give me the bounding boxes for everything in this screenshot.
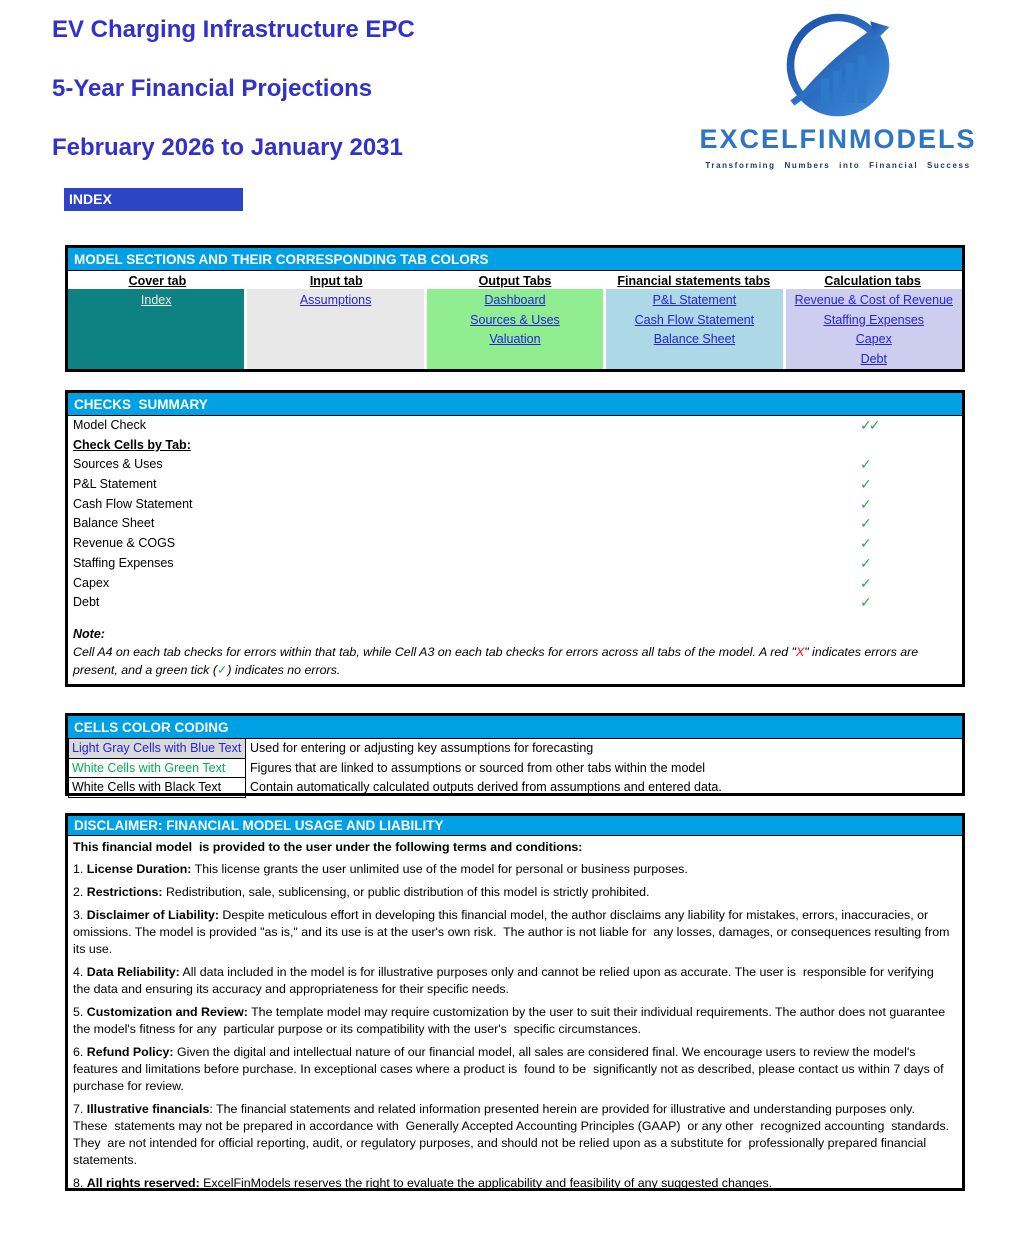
tab-link-dashboard[interactable]: Dashboard [484, 293, 546, 307]
cover-tab-cell [68, 289, 244, 369]
item-text: ExcelFinModels reserves the right to evaluate the applicability and feasibility of any suggested changes. [199, 1176, 773, 1190]
disclaimer-item-3 [73, 907, 954, 958]
cells-color-coding [65, 713, 965, 796]
check-label: Cash Flow Statement [73, 496, 193, 511]
note-part: ) indicates no errors. [227, 662, 341, 677]
chart-circle-arrow-logo-icon [743, 8, 933, 122]
tab-link-cash-flow-statement[interactable]: Cash Flow Statement [634, 312, 755, 327]
tab-link-balance-sheet[interactable]: Balance Sheet [653, 332, 736, 346]
check-row-pl-statement [68, 475, 962, 495]
index-header: INDEX [64, 188, 243, 211]
check-label: Sources & Uses [73, 457, 163, 472]
item-lead: Data Reliability: [86, 965, 180, 979]
column-header-cover-tab: Cover tab [128, 274, 187, 288]
item-lead: License Duration: [86, 862, 192, 876]
item-text: : The financial statements and related information presented herein are provided for illustrative and understanding purposes only. These statements may not be prepared in accordance with Generally Accepted Accounting Principles (GAAP) or any other recognized accounting standards. They are not intended for official reporting, audit, or regulatory purposes, and should not be relied upon as a substitute for professionally prepared financial statements. [73, 1102, 953, 1167]
item-number: 3. [73, 908, 87, 922]
brand-name: EXCELFINMODELS [699, 124, 977, 154]
color-coding-row [68, 739, 962, 759]
model-title: EV Charging Infrastructure EPC [52, 16, 415, 43]
tab-link-revenue-cost-of-revenue[interactable]: Revenue & Cost of Revenue [794, 293, 953, 307]
disclaimer-item-8 [73, 1175, 954, 1192]
check-row-staffing-expenses [68, 554, 962, 574]
item-text: Redistribution, sale, sublicensing, or public distribution of this model is strictly prohibited. [162, 885, 650, 899]
tab-link-index[interactable]: Index [140, 293, 172, 307]
check-label: Staffing Expenses [73, 555, 174, 570]
item-number: 4. [73, 965, 87, 979]
coding-label-gray-blue: Light Gray Cells with Blue Text [68, 738, 246, 759]
tab-link-assumptions[interactable]: Assumptions [299, 293, 372, 307]
tab-link-staffing-expenses[interactable]: Staffing Expenses [823, 312, 925, 327]
model-sections-column-headers [68, 271, 962, 289]
checks-summary [65, 390, 965, 687]
checks-summary-title: CHECKS SUMMARY [68, 393, 962, 416]
coding-desc: Used for entering or adjusting key assumptions for forecasting [250, 741, 594, 755]
item-number: 1. [73, 862, 87, 876]
column-header-financial-tabs: Financial statements tabs [617, 274, 771, 288]
model-sections-table [65, 245, 965, 372]
note-label: Note: [73, 626, 105, 641]
check-label: P&L Statement [73, 477, 157, 492]
check-label: Debt [73, 595, 100, 610]
disclaimer-item-4 [73, 964, 954, 998]
title-block [52, 16, 415, 193]
tab-link-debt[interactable]: Debt [860, 351, 887, 366]
calculation-tabs-cell [786, 289, 962, 369]
disclaimer-title: DISCLAIMER: FINANCIAL MODEL USAGE AND LIABILITY [68, 816, 962, 836]
model-subtitle: 5-Year Financial Projections [52, 75, 373, 102]
green-tick-indicator: ✓ [216, 662, 228, 677]
disclaimer-item-1 [73, 861, 954, 878]
check-row-model-check [68, 416, 962, 436]
item-lead: Disclaimer of Liability: [86, 908, 219, 922]
coding-desc: Contain automatically calculated outputs derived from assumptions and entered data. [250, 780, 722, 795]
check-tick: ✓ [860, 594, 869, 611]
disclaimer-item-5 [73, 1004, 954, 1038]
disclaimer-section [65, 813, 965, 1191]
color-coding-row [68, 778, 962, 798]
item-text: All data included in the model is for illustrative purposes only and cannot be relied upon as accurate. The user is responsible for verifying the data and ensuring its accuracy and appropriateness for their specific needs. [73, 965, 938, 996]
check-tick: ✓ [860, 476, 869, 493]
coding-label-white-green: White Cells with Green Text [68, 758, 246, 779]
brand-tagline: Transforming Numbers into Financial Success [705, 161, 971, 170]
check-label: Capex [73, 575, 110, 590]
item-text: This license grants the user unlimited use of the model for personal or business purposes. [191, 862, 688, 876]
disclaimer-body [68, 836, 962, 1192]
check-row-sources-uses [68, 455, 962, 475]
model-period: February 2026 to January 2031 [52, 134, 403, 161]
tab-link-pl-statement[interactable]: P&L Statement [652, 293, 737, 307]
note-part: Cell A4 on each tab checks for errors within that tab, while Cell A3 on each tab checks for errors across all tabs of the model. A red " [73, 644, 796, 659]
item-number: 6. [73, 1045, 87, 1059]
check-label: Balance Sheet [73, 516, 155, 531]
tab-link-sources-uses[interactable]: Sources & Uses [470, 312, 560, 327]
disclaimer-item-7 [73, 1101, 954, 1169]
check-row-cash-flow-statement [68, 495, 962, 515]
red-x-indicator: X [795, 644, 805, 659]
color-coding-row [68, 759, 962, 779]
model-sections-title: MODEL SECTIONS AND THEIR CORRESPONDING TAB COLORS [68, 248, 962, 271]
output-tabs-cell [427, 289, 603, 369]
item-lead: All rights reserved: [86, 1176, 200, 1190]
item-text: Despite meticulous effort in developing this financial model, the author disclaims any liability for mistakes, errors, inaccuracies, or omissions. The model is provided "as is," and its use is at the user's own risk. The author is not liable for any losses, damages, or consequences resulting from its use. [73, 908, 953, 956]
item-number: 5. [73, 1005, 87, 1019]
cells-color-coding-title: CELLS COLOR CODING [68, 716, 962, 739]
check-tick: ✓✓ [860, 417, 878, 433]
item-number: 2. [73, 885, 87, 899]
tab-link-valuation[interactable]: Valuation [489, 332, 541, 346]
item-lead: Restrictions: [86, 885, 163, 899]
coding-label-white-black: White Cells with Black Text [68, 777, 246, 798]
check-row-capex [68, 574, 962, 594]
check-tick: ✓ [860, 554, 869, 571]
check-tick: ✓ [860, 535, 869, 552]
column-header-input-tab: Input tab [309, 274, 363, 288]
check-tick: ✓ [860, 515, 869, 532]
item-number: 8. [73, 1176, 87, 1190]
item-text: The template model may require customization by the user to suit their individual requirements. The author does not guarantee the model's fitness for any particular purpose or its compatibility with the user's specific circumstances. [73, 1005, 949, 1036]
item-number: 7. [73, 1102, 87, 1116]
check-row-balance-sheet [68, 514, 962, 534]
brand-logo [698, 8, 978, 170]
check-label: Revenue & COGS [73, 536, 176, 551]
item-lead: Customization and Review: [86, 1005, 248, 1019]
tab-link-capex[interactable]: Capex [855, 332, 892, 346]
note-text [73, 643, 956, 679]
model-sections-cells [68, 289, 962, 365]
column-header-output-tabs: Output Tabs [478, 274, 552, 288]
check-cells-by-tab-subheader: Check Cells by Tab: [73, 437, 191, 452]
disclaimer-item-2 [73, 884, 954, 901]
check-row-revenue-cogs [68, 534, 962, 554]
check-tick: ✓ [860, 456, 869, 473]
check-tick: ✓ [860, 574, 869, 591]
disclaimer-item-6 [73, 1044, 954, 1095]
item-text: Given the digital and intellectual nature of our financial model, all sales are considered final. We encourage users to review the model's features and limitations before purchase. In exceptional cases where a product is found to be significantly not as described, please contact us within 7 days of purchase for review. [73, 1045, 951, 1093]
check-tick: ✓ [860, 495, 869, 512]
note-part: " indicates errors are present, and a green tick ( [73, 644, 919, 677]
check-row-debt [68, 593, 962, 613]
item-lead: Illustrative financials [86, 1102, 210, 1116]
input-tab-cell [247, 289, 423, 369]
item-lead: Refund Policy: [86, 1045, 174, 1059]
disclaimer-intro: This financial model is provided to the user under the following terms and conditions: [73, 840, 583, 854]
column-header-calculation-tabs: Calculation tabs [824, 274, 921, 288]
financial-tabs-cell [606, 289, 782, 369]
check-label: Model Check [73, 418, 146, 432]
coding-desc: Figures that are linked to assumptions or sourced from other tabs within the model [250, 760, 706, 775]
